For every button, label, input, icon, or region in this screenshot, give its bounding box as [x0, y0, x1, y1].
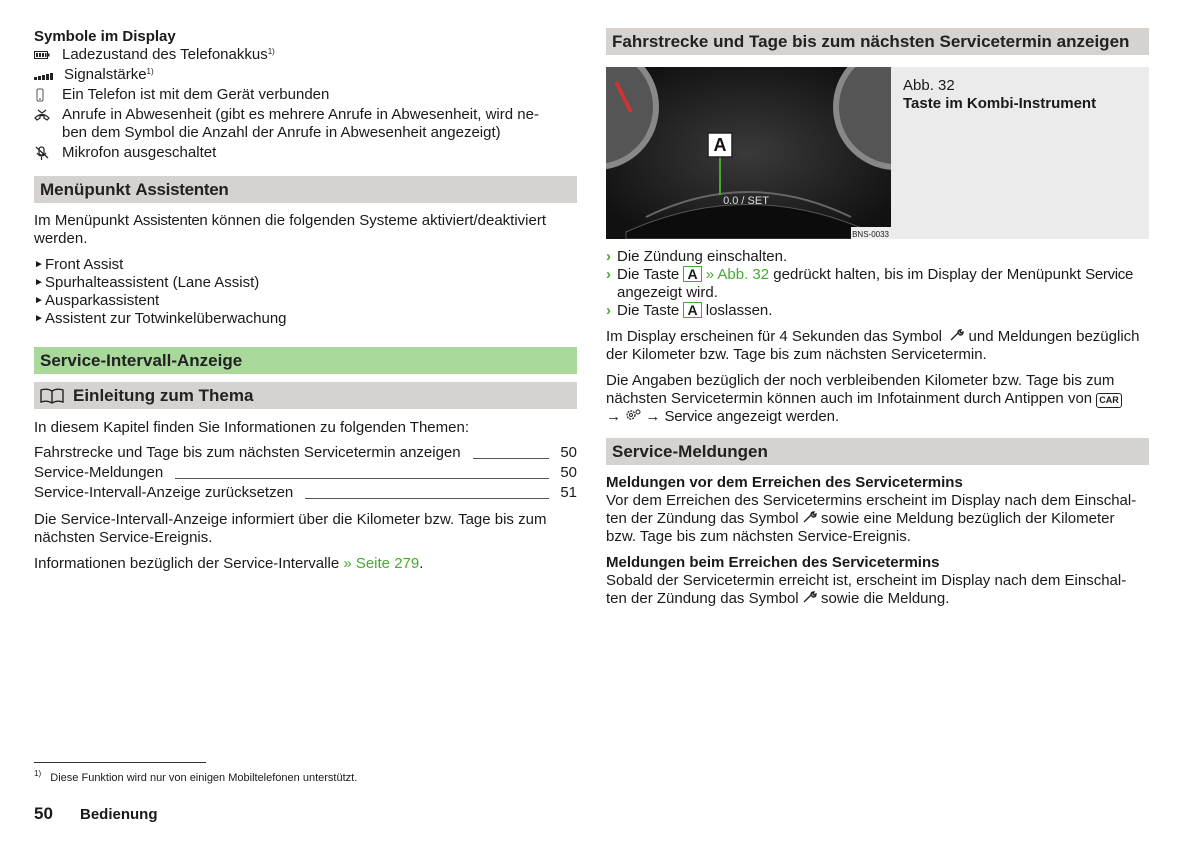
heading-term: Assistenten — [135, 179, 229, 199]
car-button-icon — [1096, 393, 1122, 408]
footnote-text: Diese Funktion wird nur von einigen Mobiltelefonen unterstützt. — [50, 772, 358, 784]
symbol-label: Mikrofon ausgeschaltet — [62, 144, 217, 161]
step-text: Die Taste — [617, 266, 684, 283]
display-readout: 0.0 / SET — [723, 195, 769, 207]
figure-link[interactable]: » Abb. 32 — [701, 266, 770, 283]
intro-text: In diesem Kapitel finden Sie Informationen zu folgenden Themen: — [34, 419, 469, 436]
reference-paragraph — [34, 555, 577, 573]
list-item — [34, 256, 577, 274]
footnote-ref: 1) — [267, 47, 275, 56]
heading-text: Menüpunkt — [40, 179, 136, 199]
service-term: Service — [1085, 266, 1134, 283]
list-item-text: Ausparkassistent — [45, 292, 160, 309]
before-heading: Meldungen vor dem Erreichen des Servicetermins — [606, 474, 963, 491]
symbol-row-signal — [34, 66, 577, 84]
instrument-cluster-image — [606, 67, 891, 239]
figure — [606, 67, 1149, 239]
intro-text: Im Menüpunkt — [34, 212, 134, 229]
para-text: Sobald der Servicetermin erreicht ist, erscheint im Display nach dem Einschal- ten der Zündung das Symbol — [606, 572, 1127, 607]
symbol-label: Signalstärke — [64, 66, 147, 83]
toc-label[interactable]: Service-Meldungen — [34, 464, 164, 481]
mic-off-icon — [34, 144, 62, 162]
arrow-text: → — [606, 408, 626, 425]
missed-call-icon — [34, 106, 62, 124]
page-number: 50 — [34, 804, 53, 823]
symbol-row-mic — [34, 144, 577, 162]
footnote-divider — [34, 762, 206, 763]
menu-intro — [34, 212, 577, 248]
toc-leader — [175, 477, 549, 479]
list-item-text: Spurhalteassistent (Lane Assist) — [45, 274, 260, 291]
at-paragraph — [606, 572, 1149, 608]
toc-leader — [305, 497, 549, 499]
para-text: Vor dem Erreichen des Servicetermins erscheint im Display nach dem Einschal- ten der Zündung das Symbol — [606, 492, 1137, 527]
service-paragraph: Die Service-Intervall-Anzeige informiert über die Kilometer bzw. Tage bis zum nächsten Service-Ereignis. — [34, 511, 547, 546]
infotainment-paragraph — [606, 372, 1149, 426]
list-item — [34, 274, 577, 292]
battery-icon — [34, 46, 62, 64]
arrow-text: → — [641, 408, 665, 425]
marker-A: A — [713, 135, 727, 155]
para-text: sowie die Meldung. — [816, 590, 950, 607]
figure-label: Abb. 32 — [903, 77, 955, 94]
intro-heading — [34, 382, 577, 409]
phone-connected-icon — [34, 86, 62, 104]
toc-label[interactable]: Service-Intervall-Anzeige zurücksetzen — [34, 484, 294, 501]
toc-list — [34, 443, 577, 503]
figure-title: Taste im Kombi-Instrument — [903, 95, 1097, 112]
wrench-icon — [946, 328, 968, 345]
bullet-icon: ► — [34, 277, 44, 288]
symbols-heading: Symbole im Display — [34, 28, 176, 45]
before-paragraph — [606, 492, 1149, 546]
section-name: Bedienung — [80, 806, 158, 823]
step-text: gedrückt halten, bis im Display der Menüpunkt — [769, 266, 1086, 283]
service-messages-heading: Service-Meldungen — [606, 438, 1149, 465]
step-2 — [606, 266, 1149, 302]
section-heading: Fahrstrecke und Tage bis zum nächsten Servicetermin anzeigen — [606, 28, 1149, 55]
toc-page[interactable]: 51 — [560, 484, 577, 501]
left-column — [34, 26, 577, 573]
figure-code: BNS-0033 — [852, 230, 889, 239]
symbol-label: Ein Telefon ist mit dem Gerät verbunden — [62, 86, 330, 103]
toc-row[interactable] — [34, 443, 577, 463]
car-label: CAR — [1099, 395, 1119, 405]
reference-end: . — [419, 555, 424, 572]
key-A: A — [683, 266, 701, 282]
menu-assistenten-heading — [34, 176, 577, 203]
settings-gear-icon — [625, 408, 641, 425]
at-heading: Meldungen beim Erreichen des Servicetermins — [606, 554, 940, 571]
para-text: sowie eine Meldung bezüglich der Kilometer bzw. Tage bis zum nächsten Service-Ereignis. — [606, 510, 1115, 545]
reference-text: Informationen bezüglich der Service-Intervalle — [34, 555, 344, 572]
step-text: loslassen. — [701, 302, 773, 319]
symbol-label: Ladezustand des Telefonakkus — [62, 46, 268, 63]
list-item — [34, 292, 577, 310]
step-text: angezeigt wird. — [617, 284, 718, 301]
para-text: Im Display erscheinen für 4 Sekunden das Symbol — [606, 328, 947, 345]
display-paragraph — [606, 328, 1149, 364]
figure-caption — [891, 67, 1096, 239]
step-text: Die Taste — [617, 302, 684, 319]
service-interval-heading: Service-Intervall-Anzeige — [34, 347, 577, 374]
signal-icon — [34, 66, 62, 84]
right-column — [606, 26, 1149, 608]
step-1 — [606, 248, 1149, 266]
bullet-icon: ► — [34, 259, 44, 270]
para-text: angezeigt werden. — [712, 408, 840, 425]
toc-row[interactable] — [34, 463, 577, 483]
toc-leader — [473, 457, 549, 459]
list-item-text: Front Assist — [45, 256, 124, 273]
page-link[interactable]: » Seite 279 — [343, 555, 420, 572]
footnote-mark: 1) — [34, 769, 42, 778]
intro-text-end: können die folgenden Systeme aktiviert/deaktiviert werden. — [34, 212, 546, 247]
toc-page[interactable]: 50 — [560, 444, 577, 461]
toc-row[interactable] — [34, 483, 577, 503]
step-text: Die Zündung einschalten. — [617, 248, 788, 265]
heading-text: Einleitung zum Thema — [73, 385, 254, 405]
toc-page[interactable]: 50 — [560, 464, 577, 481]
book-icon — [40, 388, 64, 404]
toc-label[interactable]: Fahrstrecke und Tage bis zum nächsten Servicetermin anzeigen — [34, 444, 461, 461]
arrow-icon: › — [606, 302, 611, 319]
steps — [606, 248, 1149, 320]
arrow-icon: › — [606, 266, 611, 283]
service-term: Service — [664, 408, 713, 425]
key-A: A — [683, 302, 701, 318]
assist-list — [34, 256, 577, 328]
para-text: Die Angaben bezüglich der noch verbleibenden Kilometer bzw. Tage bis zum nächsten Servicetermin können auch im Infotainment durch Antippen von — [606, 372, 1115, 407]
list-item-text: Assistent zur Totwinkelüberwachung — [45, 310, 287, 327]
wrench-icon — [803, 510, 817, 527]
arrow-icon: › — [606, 248, 611, 265]
symbol-row-battery — [34, 46, 577, 64]
bullet-icon: ► — [34, 295, 44, 306]
bullet-icon: ► — [34, 313, 44, 324]
symbol-label: Anrufe in Abwesenheit (gibt es mehrere Anrufe in Abwesenheit, wird ne- ben dem Symbol die Anzahl der Anrufe in Abwesenheit angezeigt) — [62, 106, 539, 141]
symbol-row-missed-call — [34, 106, 577, 142]
symbol-row-phone — [34, 86, 577, 104]
intro-term: Assistenten — [133, 212, 208, 229]
footnote-ref: 1) — [146, 67, 154, 76]
list-item — [34, 310, 577, 328]
footnote — [34, 769, 358, 784]
wrench-icon — [803, 590, 817, 607]
para-text: und Meldungen bezüglich der Kilometer bzw. Tage bis zum nächsten Servicetermin. — [606, 328, 1140, 363]
step-3 — [606, 302, 1149, 320]
